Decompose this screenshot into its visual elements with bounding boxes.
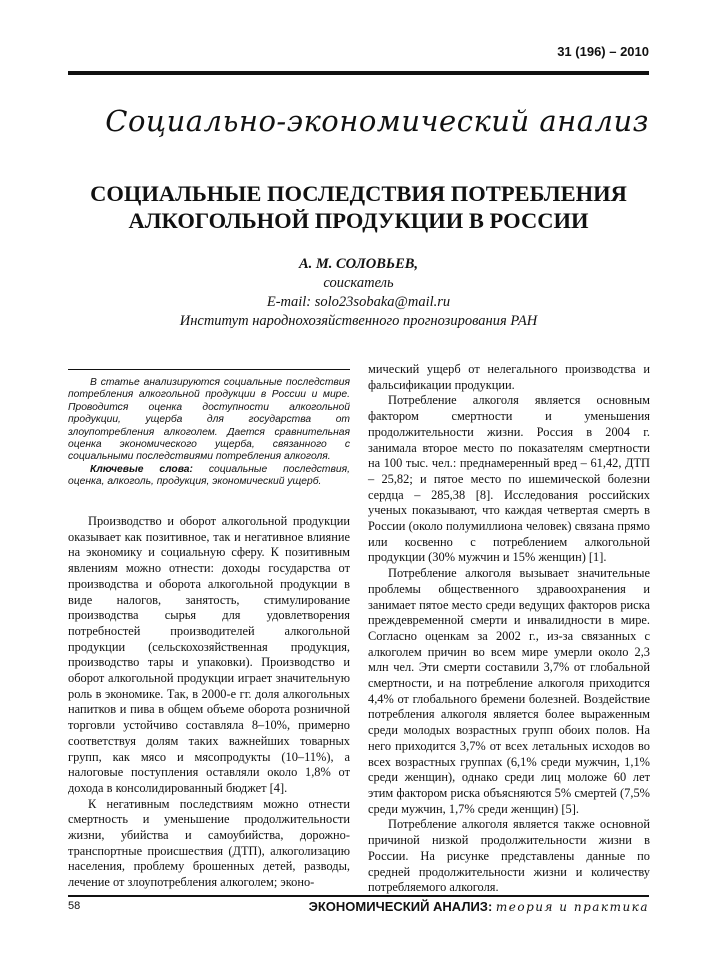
page-number: 58 xyxy=(68,900,81,912)
paragraph: К негативным последствиям можно отнести смертность и уменьшение продолжительности жизни, убийства и самоубийства, дорожно-транспортные происшествия (ДТП), алкоголизацию населения, проблему брошенных детей, разводы, лечение от злоупотребления алкоголем; эконо- xyxy=(68,796,350,890)
keywords-label: Ключевые слова: xyxy=(90,463,193,475)
right-column xyxy=(368,362,650,896)
bottom-rule xyxy=(68,895,649,897)
issue-number: 31 (196) – 2010 xyxy=(557,44,649,59)
author-institution: Институт народнохозяйственного прогнозирования РАН xyxy=(179,313,538,329)
abstract xyxy=(68,369,350,489)
author-position: соискатель xyxy=(323,275,394,291)
left-column xyxy=(68,514,350,891)
paragraph: Потребление алкоголя вызывает значительные проблемы общественного здравоохранения и занимает пятое место среди ведущих факторов риска преждевременной смерти и инвалидности в мире. Согласно оценкам за 2002 г., из-за связанных с алкоголем причин во всем мире умерли около 2,3 млн чел. Эти смерти составили 3,7% от глобальной смертности, и на потребление алкоголя приходится 4,4% от глобального бремени болезней. Воздействие потребления алкоголя является более выраженным среди молодых возрастных групп обоих полов. На него приходится 3,7% от всех летальных исходов во всех возрастных группах (6,1% среди мужчин, 1,1% среди женщин), однако среди лиц моложе 60 лет этим фактором риска объясняются 5% смертей (7,5% среди мужчин, 1,7% среди женщин) [5]. xyxy=(368,566,650,816)
author-email: E-mail: solo23sobaka@mail.ru xyxy=(266,294,451,310)
journal-name xyxy=(309,899,649,914)
journal-subtitle: теория и практика xyxy=(495,900,649,914)
author-name: А. М. СОЛОВЬЕВ, xyxy=(298,256,419,272)
paragraph-continued: мический ущерб от нелегального производства и фальсификации продукции. xyxy=(368,362,650,392)
author-block xyxy=(68,255,649,331)
title-line-1: СОЦИАЛЬНЫЕ ПОСЛЕДСТВИЯ ПОТРЕБЛЕНИЯ xyxy=(90,181,627,206)
top-rule xyxy=(68,71,649,75)
article-title xyxy=(68,180,649,234)
abstract-text: В статье анализируются социальные последствия потребления алкогольной продукции в России и мире. Проводится оценка доступности алкогольной продукции, ущерба для государства от злоупотребления алкоголем. Дается сравнительная оценка экономического ущерба, связанного с социальными последствиями потребления алкоголя. xyxy=(68,377,350,463)
keywords xyxy=(68,464,350,489)
paragraph: Потребление алкоголя является основным фактором смертности и уменьшения продолжительности жизни. Россия в 2004 г. занимала второе место по показателям смертности на 100 тыс. чел.: преднамеренный вред – 61,42, ДТП – 25,82; и пятое место по ишемической болезни сердца – 285,38 [8]. Исследования российских ученых показывают, что каждая четвертая смерть в России (около полумиллиона человек) связана прямо или косвенно с потреблением алкогольной продукции (30% мужчин и 15% женщин) [1]. xyxy=(368,393,650,565)
rubric-heading: Социально-экономический анализ xyxy=(105,104,649,138)
keywords-text: социальные последствия, оценка, алкоголь, продукция, экономический ущерб. xyxy=(68,463,350,488)
journal-title: ЭКОНОМИЧЕСКИЙ АНАЛИЗ: xyxy=(308,899,493,914)
title-line-2: АЛКОГОЛЬНОЙ ПРОДУКЦИИ В РОССИИ xyxy=(128,208,589,233)
paragraph: Производство и оборот алкогольной продукции оказывает как позитивное, так и негативное влияние на экономику и социальную сферу. К позитивным явлениям можно отнести: доходы государства от производства и оборота алкогольной продукции в виде налогов, занятость, стимулирование производства сырья для удовлетворения потребностей производителей алкогольной продукции (сельскохозяйственная продукция, производство тары и упаковки). Производство и оборот алкогольной продукции играет значительную роль в экономике. Так, в 2000-е гг. доля алкогольных напитков и пива в общем объеме оборота розничной торговли устойчиво составляла 8–10%, примерно соответствуя долям таких важнейших товарных групп, как мясо и мясопродукты (10–11%), а налоговые поступления оставляли около 1,8% от дохода в консолидированный бюджет [4]. xyxy=(68,514,350,795)
paragraph: Потребление алкоголя является также основной причиной низкой продолжительности жизни в России. На рисунке представлены данные по средней продолжительности жизни и количеству потребляемого алкоголя. xyxy=(368,817,650,895)
